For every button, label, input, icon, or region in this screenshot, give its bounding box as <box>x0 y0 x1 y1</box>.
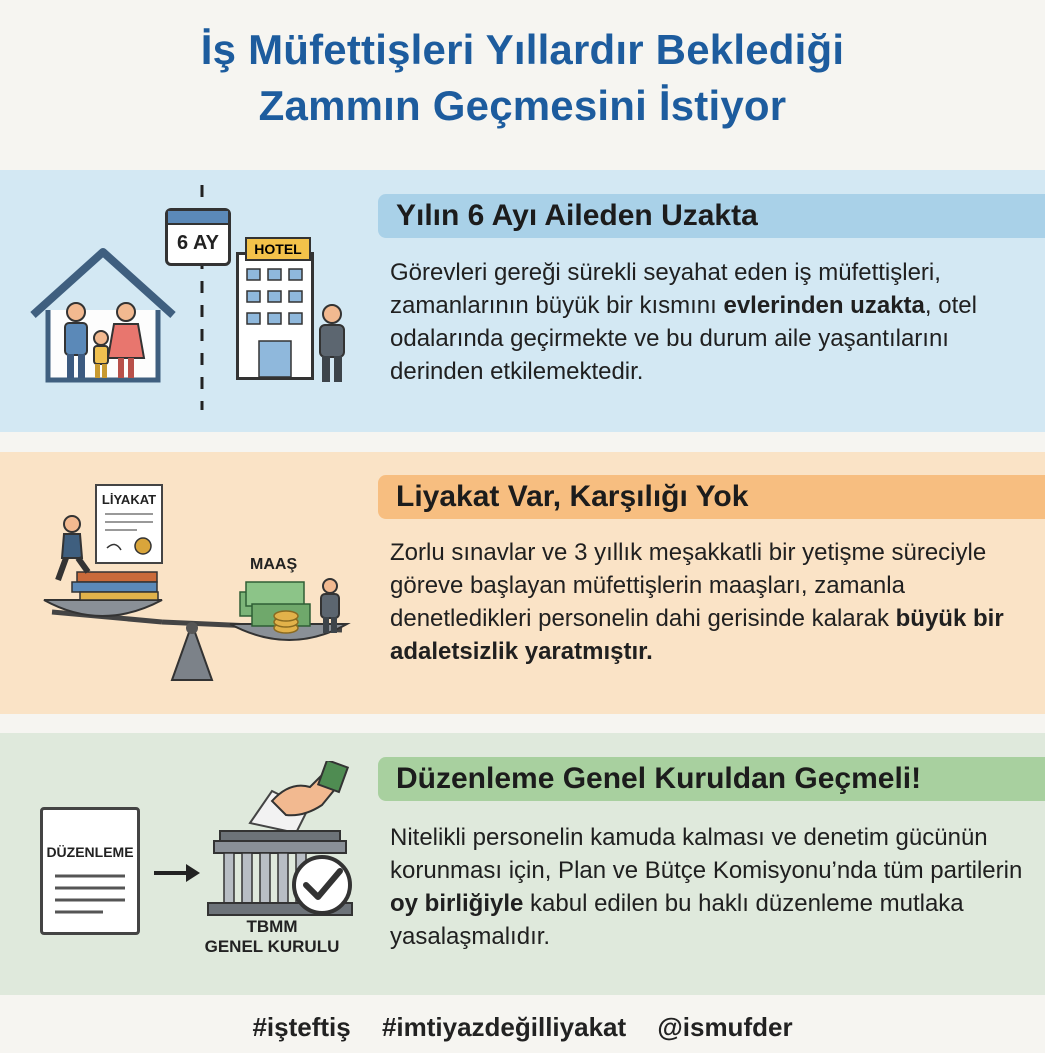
hotel-icon <box>236 241 314 380</box>
calendar-label: 6 AY <box>177 232 219 254</box>
calendar-icon <box>165 208 231 266</box>
document-icon <box>40 807 140 935</box>
handle-ismufder[interactable]: @ismufder <box>657 1012 793 1042</box>
document-label: DÜZENLEME <box>46 844 134 860</box>
section-merit-no-reward <box>0 452 1045 714</box>
footer-hashtags <box>0 1012 1045 1043</box>
section2-text: Zorlu sınavlar ve 3 yıllık meşakkatli bir yetişme süreciyle göreve başlayan müfettişlerin maaşları, zamanla denetledikleri personelin dahi gerisinde kalarak büyük bir adaletsizlik yaratmıştır. <box>390 539 1004 665</box>
checkmark-icon <box>290 853 354 917</box>
house-family-icon <box>28 240 178 385</box>
hashtag-isteftis[interactable]: #işteftiş <box>252 1012 351 1042</box>
hashtag-imtiyazdegilliyakat[interactable]: #imtiyazdeğilliyakat <box>381 1012 627 1042</box>
money-icon <box>236 574 346 636</box>
assembly-label-line2: GENEL KURULU <box>204 937 340 956</box>
page-title <box>0 22 1045 134</box>
assembly-label-line1: TBMM <box>246 917 298 936</box>
section-away-from-family <box>0 170 1045 432</box>
section2-heading: Liyakat Var, Karşılığı Yok <box>378 475 1045 519</box>
salary-label: MAAŞ <box>250 556 298 573</box>
certificate-label: LİYAKAT <box>101 492 157 507</box>
hotel-sign: HOTEL <box>245 237 311 261</box>
section3-text: Nitelikli personelin kamuda kalması ve denetim gücünün korunması için, Plan ve Bütçe Komisyonu’nda tüm partilerin oy birliğiyle kabul edilen bu haklı düzenleme mutlaka yasalaşmalıdır. <box>390 824 1023 950</box>
climbing-person-icon <box>48 514 98 582</box>
section1-heading: Yılın 6 Ayı Aileden Uzakta <box>378 194 1045 238</box>
section-pass-general-assembly <box>0 733 1045 995</box>
traveler-icon <box>312 302 352 384</box>
section3-heading: Düzenleme Genel Kuruldan Geçmeli! <box>378 757 1045 801</box>
certificate-icon <box>95 484 163 564</box>
section1-text: Görevleri gereği sürekli seyahat eden iş müfettişleri, zamanlarının büyük bir kısmını evlerinden uzakta, otel odalarında geçirmekte ve bu durum aile yaşantılarını derinden etkilemektedir. <box>390 259 977 385</box>
title-line-1: İş Müfettişleri Yıllardır Beklediği <box>200 26 845 73</box>
title-line-2: Zammın Geçmesini İstiyor <box>258 82 787 129</box>
arrow-icon <box>152 861 202 885</box>
assembly-label <box>192 917 352 957</box>
